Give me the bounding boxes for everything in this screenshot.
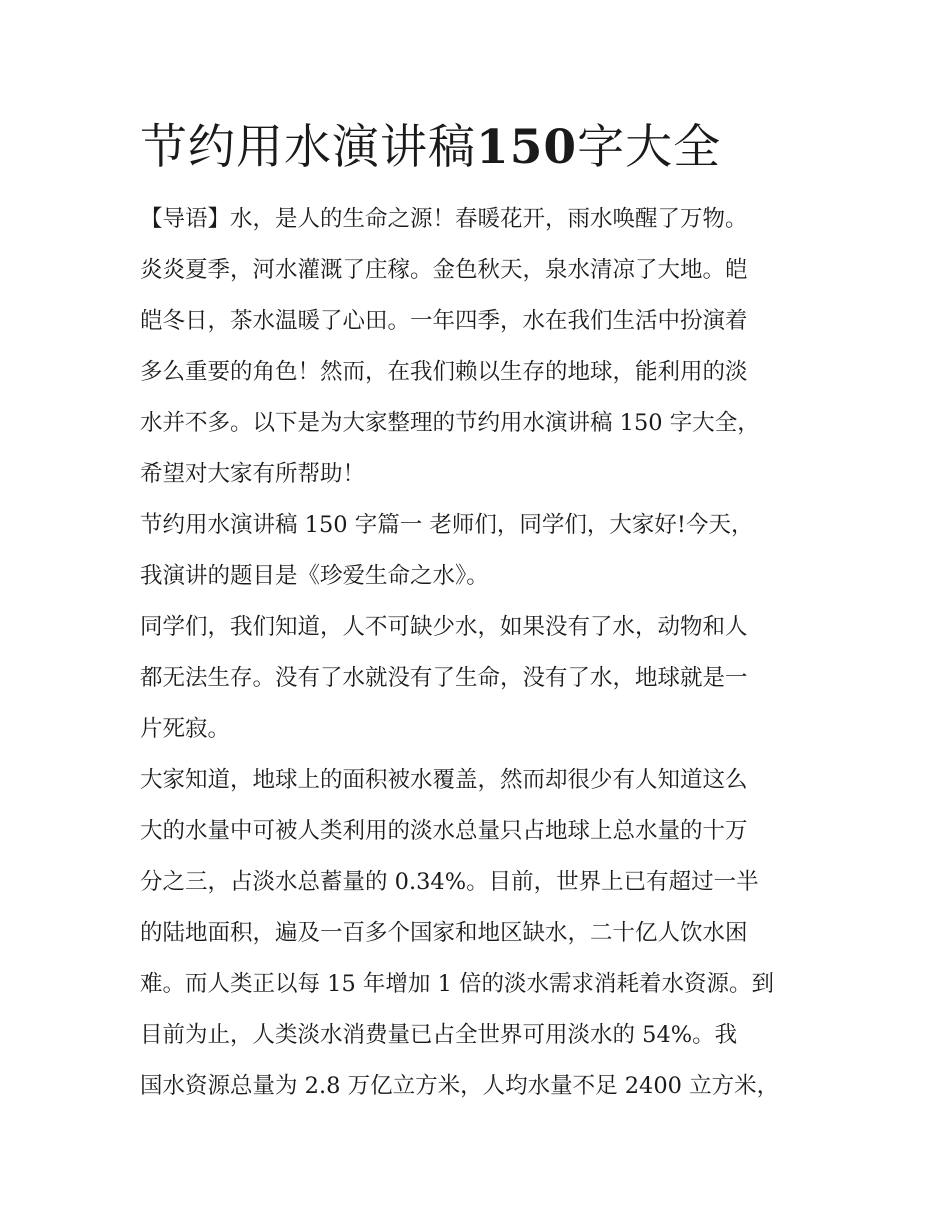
title-prefix: 节约用水演讲稿: [140, 120, 476, 175]
text-line: 多么重要的角色！然而，在我们赖以生存的地球，能利用的淡: [140, 359, 748, 385]
text-line: 分之三，占淡水总蓄量的 0.34%。目前，世界上已有超过一半: [140, 869, 759, 895]
text-line: 水并不多。以下是为大家整理的节约用水演讲稿 150 字大全，: [140, 410, 760, 436]
text-line: 【导语】水，是人的生命之源！春暖花开，雨水唤醒了万物。: [140, 206, 748, 232]
text-line: 国水资源总量为 2.8 万亿立方米，人均水量不足 2400 立方米，: [140, 1073, 780, 1099]
text-line: 都无法生存。没有了水就没有了生命，没有了水，地球就是一: [140, 665, 748, 691]
text-line: 节约用水演讲稿 150 字篇一 老师们，同学们，大家好!今天，: [140, 512, 754, 538]
document-page: [140, 0, 815, 1112]
paragraph-water-statistics: [140, 755, 815, 1112]
paragraph-speech-opening: [140, 500, 815, 602]
text-line: 皑冬日，茶水温暖了心田。一年四季，水在我们生活中扮演着: [140, 308, 748, 334]
page-title: [140, 0, 815, 178]
text-line: 希望对大家有所帮助！: [140, 461, 366, 487]
text-line: 炎炎夏季，河水灌溉了庄稼。金色秋天，泉水清凉了大地。皑: [140, 257, 748, 283]
title-suffix: 字大全: [577, 120, 722, 175]
text-line: 同学们，我们知道，人不可缺少水，如果没有了水，动物和人: [140, 614, 748, 640]
text-line: 的陆地面积，遍及一百多个国家和地区缺水，二十亿人饮水困: [140, 920, 748, 946]
title-number: 150: [476, 120, 578, 175]
document-body: [140, 194, 815, 1112]
text-line: 难。而人类正以每 15 年增加 1 倍的淡水需求消耗着水资源。到: [140, 971, 775, 997]
paragraph-water-importance: [140, 602, 815, 755]
text-line: 大家知道，地球上的面积被水覆盖，然而却很少有人知道这么: [140, 767, 748, 793]
text-line: 大的水量中可被人类利用的淡水总量只占地球上总水量的十万: [140, 818, 748, 844]
paragraph-intro: [140, 194, 815, 500]
text-line: 片死寂。: [140, 716, 231, 742]
text-line: 目前为止，人类淡水消费量已占全世界可用淡水的 54%。我: [140, 1022, 738, 1048]
text-line: 我演讲的题目是《珍爱生命之水》。: [140, 563, 489, 589]
